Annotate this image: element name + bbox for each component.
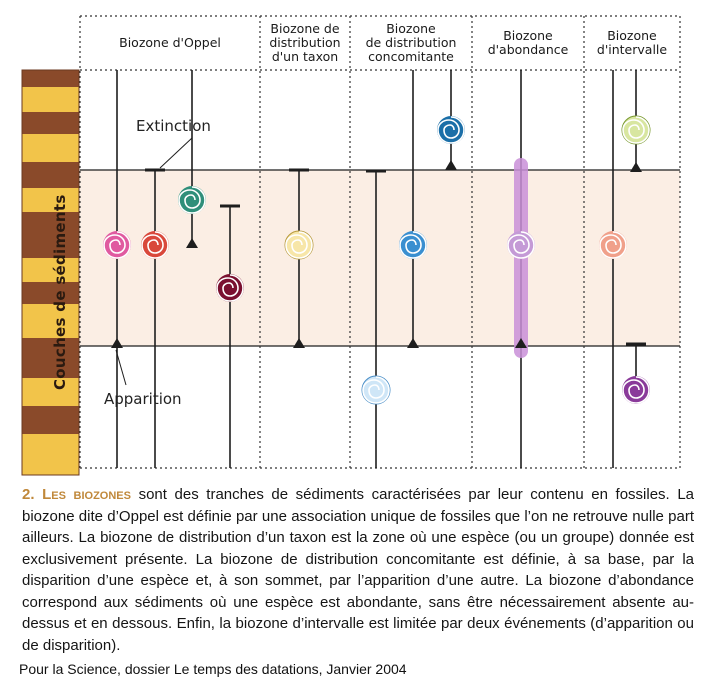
caption-keyword: Les biozones bbox=[42, 486, 131, 503]
ammonite-lilac-icon bbox=[507, 231, 535, 259]
ammonite-red-icon bbox=[141, 231, 169, 259]
apparition-label: Apparition bbox=[104, 390, 182, 408]
header-interval: Biozone d'intervalle bbox=[596, 28, 668, 57]
ammonite-maroon-icon bbox=[216, 274, 244, 302]
extinction-label: Extinction bbox=[136, 117, 211, 135]
ammonite-darkblue-icon bbox=[437, 116, 465, 144]
ammonite-lightblue-icon bbox=[362, 376, 390, 404]
sediment-layers-label: Couches de sédiments bbox=[51, 194, 69, 390]
source-credit: Pour la Science, dossier Le temps des datations, Janvier 2004 bbox=[19, 661, 407, 677]
ammonite-teal-icon bbox=[178, 186, 206, 214]
caption-text: sont des tranches de sédiments caractérisées par leur contenu en fossiles. La biozone dite d’Oppel est définie par une association unique de fossiles que l’on ne retrouve nulle part ailleurs. La biozone de distribution d’un taxon est la zone où une espèce (ou un groupe) donnée est exclusivement présente. La biozone de distribution concomitante est définie, à sa base, par la disparition d’une espèce et, à son sommet, par l’apparition d’une autre. La biozone d’abondance correspond aux sédiments où une espèce est abondante, sans être nécessairement absente au-dessus et en dessous. Enfin, la biozone d’intervalle est limitée par deux événements (d’apparition ou de disparition). bbox=[22, 486, 694, 654]
ammonite-salmon-icon bbox=[599, 231, 627, 259]
header-oppel: Biozone d'Oppel bbox=[119, 35, 221, 50]
extinction-pointer bbox=[160, 138, 192, 168]
header-concurrent-range: Biozone de distribution concomitante bbox=[365, 21, 457, 64]
ammonite-blue-icon bbox=[399, 231, 427, 259]
caption bbox=[22, 484, 694, 656]
ammonite-purple-icon bbox=[622, 376, 650, 404]
ammonite-green-icon bbox=[622, 116, 650, 144]
ammonite-pink-icon bbox=[103, 231, 131, 259]
header-abundance: Biozone d'abondance bbox=[487, 28, 569, 57]
header-taxon-range: Biozone de distribution d'un taxon bbox=[269, 21, 341, 64]
caption-number: 2. bbox=[22, 486, 35, 503]
sediment-band bbox=[80, 170, 680, 346]
ammonite-yellow-icon bbox=[285, 231, 313, 259]
